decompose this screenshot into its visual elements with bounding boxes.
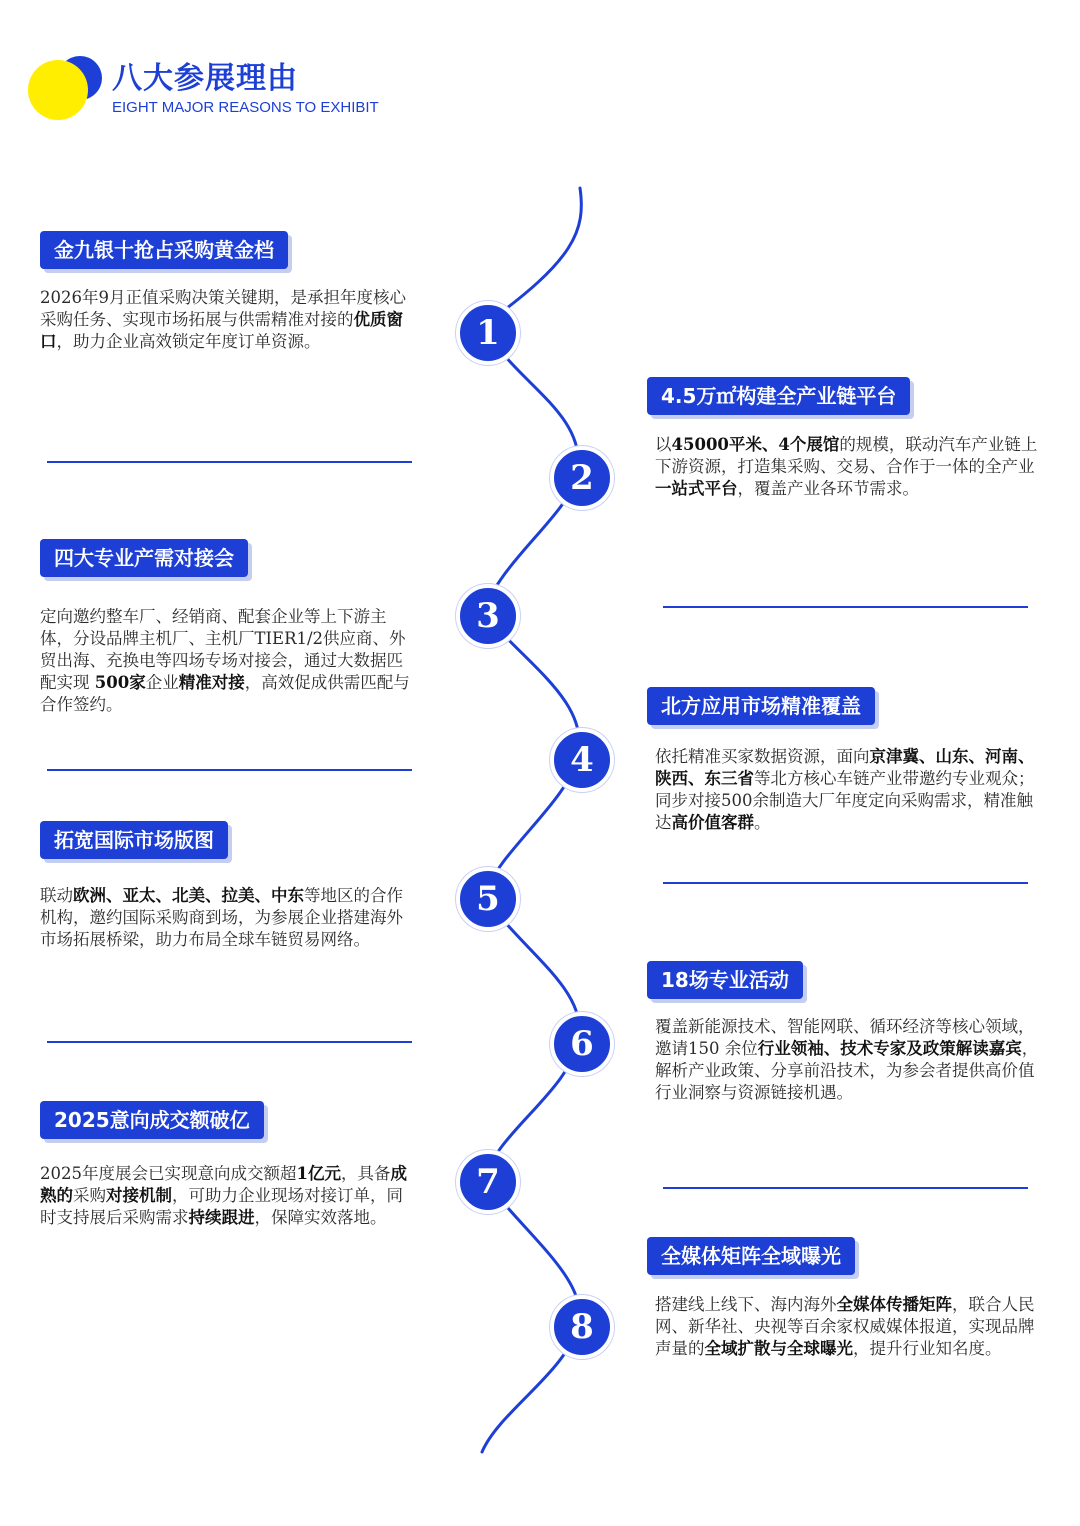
- emphasis-text: 成熟的: [40, 1164, 407, 1205]
- emphasis-text: 全媒体传播矩阵: [836, 1295, 952, 1314]
- body-text: ，解析产业政策、分享前沿技术，为参会者提供高价值行业洞察与资源链接机遇。: [655, 1039, 1039, 1102]
- reason-desc-4: [655, 746, 1047, 834]
- emphasis-text: 精准对接: [178, 673, 245, 692]
- reason-desc-6: [655, 1016, 1047, 1104]
- body-text: 依托精准买家数据资源，面向: [655, 747, 870, 766]
- body-text: 定向邀约整车厂、经销商、配套企业等上下游主体，分设品牌主机厂、主机厂TIER1/2供应商、外贸出海、充换电等四场专场对接会，通过大数据匹配实现: [40, 607, 406, 692]
- reason-number-7: 7: [456, 1150, 520, 1214]
- body-text: 等地区的合作机构，邀约国际采购商到场，为参展企业搭建海外市场拓展桥梁，助力布局全球车链贸易网络。: [40, 886, 403, 949]
- divider: [47, 1041, 412, 1043]
- reason-desc-5: [40, 885, 412, 951]
- emphasis-text: 45000平米、4个展馆: [671, 435, 840, 454]
- emphasis-text: 一站式平台: [655, 479, 738, 498]
- body-text: 。: [754, 813, 771, 832]
- divider: [47, 769, 412, 771]
- reason-number-8: 8: [550, 1295, 614, 1359]
- reason-desc-3: [40, 606, 412, 716]
- emphasis-text: 行业领袖、技术专家及政策解读嘉宾: [757, 1039, 1022, 1058]
- reason-number-6: 6: [550, 1012, 614, 1076]
- emphasis-text: 欧洲、亚太、北美、拉美、中东: [73, 886, 304, 905]
- body-text: 以: [655, 435, 672, 454]
- body-text: 2025年度展会已实现意向成交额超: [40, 1164, 297, 1183]
- body-text: ，提升行业知名度。: [853, 1339, 1002, 1358]
- reason-tag-1: 金九银十抢占采购黄金档: [40, 231, 288, 269]
- reason-desc-7: [40, 1163, 412, 1229]
- body-text: ，保障实效落地。: [254, 1208, 387, 1227]
- body-text: 联动: [40, 886, 73, 905]
- emphasis-text: 持续跟进: [188, 1208, 255, 1227]
- emphasis-text: 1亿元: [296, 1164, 341, 1183]
- body-text: 搭建线上线下、海内海外: [655, 1295, 837, 1314]
- body-text: 等北方核心车链产业带邀约专业观众；同步对接500余制造大厂年度定向采购需求，精准触达: [655, 769, 1035, 832]
- body-text: 2026年9月正值采购决策关键期，是承担年度核心采购任务、实现市场拓展与供需精准对接的: [40, 288, 406, 329]
- emphasis-text: 对接机制: [106, 1186, 172, 1205]
- body-text: ，联合人民网、新华社、央视等百余家权威媒体报道，实现品牌声量的: [655, 1295, 1035, 1358]
- reason-desc-1: [40, 287, 412, 353]
- body-text: ，高效促成供需匹配与合作签约。: [40, 673, 410, 714]
- body-text: 的规模，联动汽车产业链上下游资源，打造集采购、交易、合作于一体的全产业: [655, 435, 1038, 476]
- emphasis-text: 全域扩散与全球曝光: [704, 1339, 853, 1358]
- page-subtitle-en: EIGHT MAJOR REASONS TO EXHIBIT: [112, 99, 379, 116]
- page-title: 八大参展理由: [112, 61, 298, 96]
- emphasis-text: 500家: [94, 673, 146, 692]
- divider: [663, 882, 1028, 884]
- emphasis-text: 高价值客群: [671, 813, 754, 832]
- reason-number-3: 3: [456, 584, 520, 648]
- timeline-wave: [482, 188, 581, 1452]
- divider: [47, 461, 412, 463]
- body-text: ，助力企业高效锁定年度订单资源。: [56, 332, 321, 351]
- reason-tag-4: 北方应用市场精准覆盖: [647, 687, 875, 725]
- reason-tag-8: 全媒体矩阵全域曝光: [647, 1237, 855, 1275]
- reason-desc-8: [655, 1294, 1047, 1360]
- body-text: ，可助力企业现场对接订单，同时支持展后采购需求: [40, 1186, 403, 1227]
- reason-number-5: 5: [456, 867, 520, 931]
- reason-tag-5: 拓宽国际市场版图: [40, 821, 228, 859]
- reason-number-2: 2: [550, 446, 614, 510]
- body-text: 采购: [73, 1186, 106, 1205]
- body-text: ，具备: [340, 1164, 391, 1183]
- reason-desc-2: [655, 434, 1047, 500]
- divider: [663, 1187, 1028, 1189]
- reason-tag-3: 四大专业产需对接会: [40, 539, 248, 577]
- emphasis-text: 京津冀、山东、河南、陕西、东三省: [655, 747, 1035, 788]
- reason-number-4: 4: [550, 728, 614, 792]
- body-text: 覆盖新能源技术、智能网联、循环经济等核心领域，邀请150 余位: [655, 1017, 1035, 1058]
- reason-tag-6: 18场专业活动: [647, 961, 803, 999]
- reason-tag-2: 4.5万㎡构建全产业链平台: [647, 377, 910, 415]
- divider: [663, 606, 1028, 608]
- emphasis-text: 优质窗口: [40, 310, 403, 351]
- body-text: ，覆盖产业各环节需求。: [737, 479, 919, 498]
- reason-number-1: 1: [456, 301, 520, 365]
- body-text: 企业: [145, 673, 179, 692]
- reason-tag-7: 2025意向成交额破亿: [40, 1101, 264, 1139]
